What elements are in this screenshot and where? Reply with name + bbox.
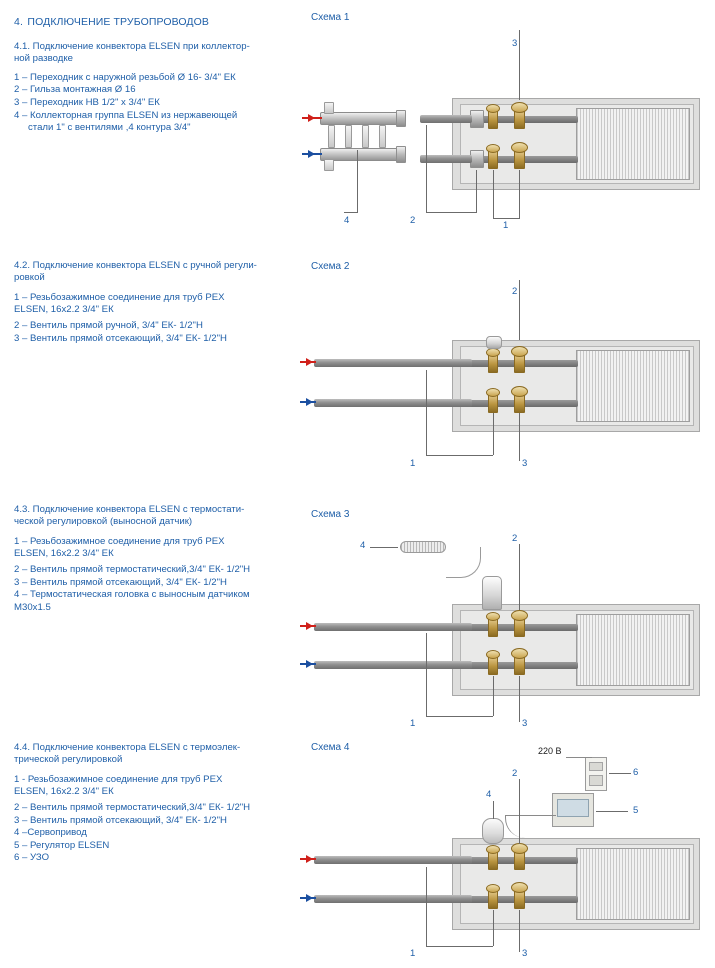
leader-4-horizontal bbox=[344, 212, 358, 213]
block-4-3-item-2: ELSEN, 16х2.2 3/4" ЕК bbox=[14, 548, 114, 560]
schema-1-label: Схема 1 bbox=[311, 12, 350, 23]
compression-cap-bottom-2 bbox=[486, 388, 500, 397]
block-4-1-item-4: 4 – Коллекторная группа ELSEN из нержавеющей bbox=[14, 109, 238, 121]
schema-3-callout-3: 3 bbox=[522, 718, 528, 729]
return-pipe-4 bbox=[314, 895, 472, 903]
block-4-3-item-3: 2 – Вентиль прямой термостатический,3/4" ЕК- 1/2"Н bbox=[14, 564, 251, 575]
block-4-3-text bbox=[14, 504, 292, 614]
leader-3-2-vertical bbox=[519, 544, 520, 610]
schema-4-callout-6: 6 bbox=[633, 767, 639, 778]
manifold-end-valve-bottom bbox=[324, 159, 334, 171]
capillary-tube-3 bbox=[446, 547, 481, 578]
return-flow-arrow-icon-3 bbox=[306, 660, 313, 668]
manifold-right-cap-bottom bbox=[396, 146, 406, 163]
brass-cap-top-1 bbox=[486, 104, 500, 113]
schema-2-label: Схема 2 bbox=[311, 261, 350, 272]
schema-4-callout-5: 5 bbox=[633, 805, 639, 816]
block-4-4-item-3: 2 – Вентиль прямой термостатический,3/4" ЕК- 1/2"Н bbox=[14, 802, 251, 813]
supply-flow-arrow-icon-2 bbox=[306, 358, 313, 366]
manifold-end-valve-top bbox=[324, 102, 334, 114]
schema-3-callout-2: 2 bbox=[512, 533, 518, 544]
leader-2-1-vertical-b bbox=[426, 370, 427, 455]
brass-valve-cap-top bbox=[511, 102, 528, 113]
block-4-4-text bbox=[14, 742, 292, 865]
leader-2-vertical-b bbox=[426, 125, 427, 212]
block-4-2-item-3: 2 – Вентиль прямой ручной, 3/4" ЕК- 1/2"Н bbox=[14, 320, 203, 331]
block-4-4-item-4: 3 – Вентиль прямой отсекающий, 3/4" ЕК- 1/2"Н bbox=[14, 814, 227, 826]
shutoff-valve-cap-top-4 bbox=[511, 843, 528, 854]
block-4-1-item-3: 3 – Переходник НВ 1/2" х 3/4" ЕК bbox=[14, 97, 160, 108]
manifold-outlet-3 bbox=[362, 125, 369, 148]
leader-4-1-vertical-a bbox=[493, 910, 494, 946]
leader-3-vertical bbox=[519, 30, 520, 100]
schema-1-callout-3: 3 bbox=[512, 38, 518, 49]
manifold-outlet-1 bbox=[328, 125, 335, 148]
manifold-outlet-4 bbox=[379, 125, 386, 148]
block-4-3-item-5: 4 – Термостатическая головка с выносным датчиком bbox=[14, 589, 250, 601]
leader-1-vertical-a bbox=[519, 170, 520, 218]
supply-flow-arrow-icon-3 bbox=[306, 622, 313, 630]
external-pipe-supply bbox=[420, 115, 472, 123]
shutoff-valve-cap-top-2 bbox=[511, 346, 528, 357]
leader-2-2-vertical bbox=[519, 280, 520, 340]
adapter-fitting-top bbox=[470, 110, 484, 128]
block-4-4-item-7: 6 – УЗО bbox=[14, 852, 50, 864]
return-pipe-2 bbox=[314, 399, 472, 407]
block-4-4-item-5: 4 –Сервопривод bbox=[14, 827, 87, 839]
compression-cap-top-2 bbox=[486, 348, 500, 357]
schema-3-callout-4: 4 bbox=[360, 540, 366, 551]
servo-actuator-4[interactable] bbox=[482, 818, 504, 844]
block-4-1-head-line2: ной разводке bbox=[14, 53, 73, 65]
schema-4-callout-2: 2 bbox=[512, 768, 518, 779]
block-4-3-head-line2: ческой регулировкой (выносной датчик) bbox=[14, 516, 193, 528]
leader-3-4-horizontal bbox=[370, 547, 398, 548]
supply-flow-arrow-icon bbox=[308, 114, 315, 122]
block-4-2-head-line2: ровкой bbox=[14, 272, 45, 284]
leader-4-5-horizontal bbox=[596, 811, 628, 812]
servo-control-wire bbox=[505, 815, 556, 838]
remote-sensor-3 bbox=[400, 541, 446, 553]
rcd-body-detail bbox=[589, 775, 603, 786]
section-number: 4. bbox=[14, 16, 23, 28]
shutoff-valve-cap-top-3 bbox=[511, 610, 528, 621]
heat-exchanger-2 bbox=[576, 350, 690, 422]
heat-exchanger bbox=[576, 108, 690, 180]
return-flow-arrow-icon bbox=[308, 150, 315, 158]
schema-4-callout-1: 1 bbox=[410, 948, 416, 959]
schema-3-callout-1: 1 bbox=[410, 718, 416, 729]
leader-3-3-vertical bbox=[519, 676, 520, 722]
compression-cap-bottom-3 bbox=[486, 650, 500, 659]
heat-exchanger-4 bbox=[576, 848, 690, 920]
schema-1-figure bbox=[300, 30, 710, 230]
block-4-2-item-2: ELSEN, 16х2.2 3/4" ЕК bbox=[14, 304, 114, 316]
leader-2-1-horizontal bbox=[426, 455, 493, 456]
block-4-4-item-2: ELSEN, 16х2.2 3/4" ЕК bbox=[14, 786, 114, 798]
rcd-switch[interactable] bbox=[589, 762, 603, 771]
block-4-3-head-line1: 4.3. Подключение конвектора ELSEN с термостати- bbox=[14, 504, 245, 515]
shutoff-valve-cap-bottom-4 bbox=[511, 882, 528, 893]
block-4-2-text bbox=[14, 260, 292, 345]
thermostatic-valve-cap-3 bbox=[486, 612, 500, 621]
schema-4-callout-3: 3 bbox=[522, 948, 528, 959]
leader-4-6-horizontal bbox=[609, 773, 631, 774]
shutoff-valve-cap-bottom-3 bbox=[511, 648, 528, 659]
block-4-3-item-4: 3 – Вентиль прямой отсекающий, 3/4" ЕК- 1/2"Н bbox=[14, 576, 227, 588]
return-flow-arrow-icon-4 bbox=[306, 894, 313, 902]
adapter-fitting-bottom bbox=[470, 150, 484, 168]
schema-2-callout-1: 1 bbox=[410, 458, 416, 469]
leader-3-1-vertical-a bbox=[493, 676, 494, 716]
thermostatic-valve-cap-4 bbox=[486, 845, 500, 854]
supply-pipe-4 bbox=[314, 856, 472, 864]
leader-1-horizontal bbox=[493, 218, 520, 219]
shutoff-valve-cap-bottom-2 bbox=[511, 386, 528, 397]
supply-flow-arrow-icon-4 bbox=[306, 855, 313, 863]
thermostatic-head-3[interactable] bbox=[482, 576, 502, 610]
return-pipe-3 bbox=[314, 661, 472, 669]
block-4-1-item-1: 1 – Переходник с наружной резьбой Ø 16- 3/4" ЕК bbox=[14, 71, 236, 83]
schema-4-callout-4: 4 bbox=[486, 789, 492, 800]
schema-1-callout-1: 1 bbox=[503, 220, 509, 231]
leader-4-4-vertical bbox=[493, 801, 494, 819]
block-4-2-item-4: 3 – Вентиль прямой отсекающий, 3/4" ЕК- 1/2"Н bbox=[14, 332, 227, 344]
rcd-supply-wire bbox=[566, 757, 592, 758]
block-4-4-item-1: 1 - Резьбозажимное соединение для труб PEX bbox=[14, 773, 223, 785]
leader-2-3-vertical bbox=[519, 413, 520, 461]
supply-pipe-3 bbox=[314, 623, 472, 631]
manifold-outlet-2 bbox=[345, 125, 352, 148]
manifold-right-cap-top bbox=[396, 110, 406, 127]
brass-cap-bottom-1 bbox=[486, 144, 500, 153]
return-flow-arrow-icon-2 bbox=[306, 398, 313, 406]
block-4-3-item-6: М30х1.5 bbox=[14, 601, 51, 613]
schema-1-callout-4: 4 bbox=[344, 215, 350, 226]
regulator-screen bbox=[557, 799, 589, 817]
schema-4-figure bbox=[300, 745, 710, 965]
heat-exchanger-3 bbox=[576, 614, 690, 686]
compression-cap-bottom-4 bbox=[486, 884, 500, 893]
schema-1-callout-2: 2 bbox=[410, 215, 416, 226]
schema-2-callout-3: 3 bbox=[522, 458, 528, 469]
schema-2-figure bbox=[300, 280, 710, 480]
leader-4-2-vertical bbox=[519, 779, 520, 844]
leader-1-vertical-b bbox=[493, 170, 494, 218]
schema-3-label: Схема 3 bbox=[311, 509, 350, 520]
block-4-2-head-line1: 4.2. Подключение конвектора ELSEN с ручной регули- bbox=[14, 260, 257, 271]
leader-3-1-vertical-b bbox=[426, 633, 427, 716]
section-heading bbox=[14, 12, 292, 30]
leader-3-1-horizontal bbox=[426, 716, 493, 717]
block-4-1-item-2: 2 – Гильза монтажная Ø 16 bbox=[14, 84, 136, 96]
section-title: ПОДКЛЮЧЕНИЕ ТРУБОПРОВОДОВ bbox=[27, 16, 209, 28]
block-4-3-item-1: 1 – Резьбозажимное соединение для труб PEX bbox=[14, 535, 225, 547]
leader-4-vertical bbox=[357, 150, 358, 212]
block-4-1-item-5: стали 1" с вентилями ,4 контура 3/4" bbox=[28, 122, 191, 134]
leader-2-horizontal bbox=[426, 212, 477, 213]
schema-3-figure bbox=[300, 528, 710, 728]
schema-4-label: Схема 4 bbox=[311, 742, 350, 753]
leader-2-1-vertical-a bbox=[493, 413, 494, 455]
leader-2-vertical-a bbox=[476, 170, 477, 212]
leader-4-1-vertical-b bbox=[426, 867, 427, 946]
schema-2-callout-2: 2 bbox=[512, 286, 518, 297]
block-4-2-item-1: 1 – Резьбозажимное соединение для труб PEX bbox=[14, 291, 225, 303]
brass-valve-cap-bottom bbox=[511, 142, 528, 153]
block-4-1-text bbox=[14, 41, 292, 135]
block-4-1-head-line1: 4.1. Подключение конвектора ELSEN при коллектор- bbox=[14, 41, 250, 52]
manual-valve-knob-2[interactable] bbox=[486, 336, 502, 349]
supply-pipe-2 bbox=[314, 359, 472, 367]
block-4-4-head-line1: 4.4. Подключение конвектора ELSEN с термоэлек- bbox=[14, 742, 241, 753]
leader-4-3-vertical bbox=[519, 910, 520, 952]
block-4-4-item-6: 5 – Регулятор ELSEN bbox=[14, 839, 110, 851]
leader-4-1-horizontal bbox=[426, 946, 493, 947]
external-pipe-return bbox=[420, 155, 472, 163]
voltage-label: 220 В bbox=[538, 746, 562, 756]
block-4-4-head-line2: трической регулировкой bbox=[14, 754, 123, 766]
